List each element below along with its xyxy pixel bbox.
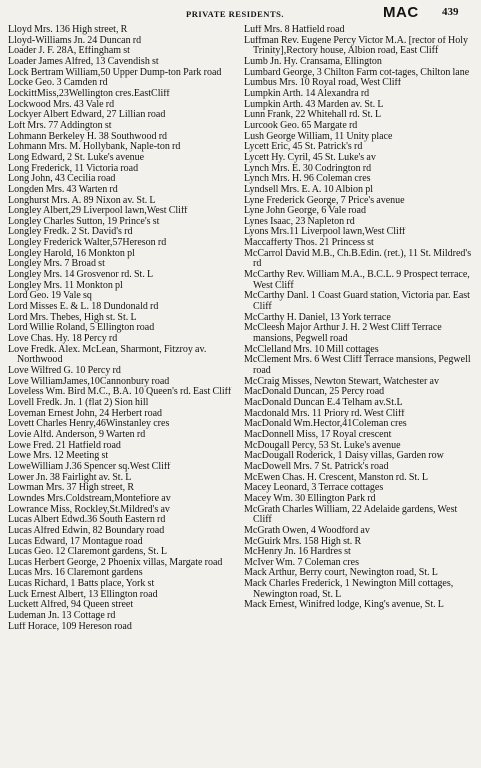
directory-entry: Locke Geo. 3 Camden rd	[8, 78, 108, 89]
directory-entry: Lunn Frank, 22 Whitehall rd. St. L	[244, 110, 382, 121]
directory-entry: Ludeman Jn. 13 Cottage rd	[8, 611, 116, 622]
directory-entry: Lynch Mrs. E. 30 Codrington rd	[244, 163, 372, 174]
directory-entry: Love Chas. Hy. 18 Percy rd	[8, 334, 118, 345]
directory-entry: Lord Misses E. & L. 18 Dundonald rd	[8, 302, 159, 313]
directory-entry: Longley Charles Sutton, 19 Prince's st	[8, 216, 160, 227]
directory-entry: Lyndsell Mrs. E. A. 10 Albion pl	[244, 184, 374, 195]
directory-entry: McClement Mrs. 6 West Cliff Terrace mansions, Pegwell road	[244, 355, 471, 376]
directory-entry: Lyons Mrs.11 Liverpool lawn,West Cliff	[244, 227, 406, 238]
directory-entry: Lumpkin Arth. 43 Marden av. St. L	[244, 99, 384, 110]
directory-entry: Lowndes Mrs.Coldstream,Montefiore av	[8, 493, 171, 504]
directory-entry: Longley Mrs. 11 Monkton pl	[8, 280, 123, 291]
directory-entry: Lumpkin Arth. 14 Alexandra rd	[244, 88, 370, 99]
directory-entry: Maccafferty Thos. 21 Princess st	[244, 238, 374, 249]
directory-entry: Lloyd Mrs. 136 High street, R	[8, 25, 128, 35]
directory-entry: Lyne Frederick George, 7 Price's avenue	[244, 195, 405, 206]
directory-entry: Long John, 43 Cecilia road	[8, 174, 116, 185]
directory-entry: Lockwood Mrs. 43 Vale rd	[8, 99, 115, 110]
directory-entry: Lowe Fred. 21 Hatfield road	[8, 440, 121, 451]
directory-entry: Lockyer Albert Edward, 27 Lillian road	[8, 110, 166, 121]
directory-entry: Longley Albert,29 Liverpool lawn,West Cliff	[8, 206, 188, 217]
directory-entry: Loader James Alfred, 13 Cavendish st	[8, 56, 159, 67]
directory-entry: Mack Charles Frederick, 1 Newington Mill cottages, Newington road, St. L	[244, 579, 454, 600]
directory-entry: Mack Ernest, Winifred lodge, King's avenue, St. L	[244, 600, 444, 611]
directory-entry: MacDougall Roderick, 1 Daisy villas, Garden row	[244, 451, 444, 462]
directory-entry: McGrath Charles William, 22 Adelaide gardens, West Cliff	[244, 504, 458, 526]
directory-entry: Lycett Hy. Cyril, 45 St. Luke's av	[244, 152, 376, 163]
directory-entry: Longley Harold, 16 Monkton pl	[8, 248, 135, 259]
guide-letters: MAC	[383, 4, 419, 21]
directory-entry: Longhurst Mrs. A. 89 Nixon av. St. L	[8, 195, 156, 206]
directory-entry: Lurcook Geo. 65 Margate rd	[244, 120, 358, 131]
directory-entry: Lowrance Miss, Rockley,St.Mildred's av	[8, 504, 170, 515]
directory-entry: Love WilliamJames,10Cannonbury road	[8, 376, 170, 387]
directory-entry: McCarthy Rev. William M.A., B.C.L. 9 Prospect terrace, West Cliff	[244, 270, 470, 291]
directory-entry: Luffman Rev. Eugene Percy Victor M.A. [rector of Holy Trinity],Rectory house, Albion road, East Cliff	[244, 35, 468, 57]
directory-entry: Lumb Jn. Hy. Cransama, Ellington	[244, 56, 382, 67]
directory-entry: Lovett Charles Henry,46Winstanley cres	[8, 419, 170, 430]
directory-entry: Lucas Geo. 12 Claremont gardens, St. L	[8, 547, 167, 558]
directory-entry: Macey Leonard, 3 Terrace cottages	[244, 483, 384, 494]
directory-entry: Loveman Ernest John, 24 Herbert road	[8, 408, 163, 419]
directory-entry: Lord Mrs. Thebes, High st. St. L	[8, 312, 137, 323]
directory-entry: Love Wilfred G. 10 Percy rd	[8, 366, 121, 376]
directory-entry: McHenry Jn. 16 Hardres st	[244, 547, 351, 558]
directory-entry: LoweWilliam J.36 Spencer sq.West Cliff	[8, 461, 171, 472]
directory-entry: Lucas Mrs. 16 Claremont gardens	[8, 568, 143, 579]
directory-entry: Lynch Mrs. H. 96 Coleman cres	[244, 174, 371, 185]
directory-entry: McCarthy H. Daniel, 13 York terrace	[244, 312, 391, 323]
directory-entry: Loveless Wm. Bird M.C., B.A. 10 Queen's rd. East Cliff	[8, 387, 232, 398]
directory-entry: Lumbus Mrs. 10 Royal road, West Cliff	[244, 78, 402, 89]
directory-entry: McGuirk Mrs. 158 High st. R	[244, 536, 362, 547]
directory-entry: Loader J. F. 28A, Effingham st	[8, 46, 130, 57]
directory-entry: McGrath Owen, 4 Woodford av	[244, 525, 370, 536]
directory-entry: Lord Geo. 19 Vale sq	[8, 291, 92, 302]
directory-entry: LockittMiss,23Wellington cres.EastCliff	[8, 88, 170, 99]
directory-entry: McIver Wm. 7 Coleman cres	[244, 557, 359, 568]
directory-entry: McCarthy Danl. 1 Coast Guard station, Victoria par. East Cliff	[244, 291, 470, 313]
directory-entry: Lowman Mrs. 37 High street, R	[8, 483, 134, 494]
directory-entry: Lucas Alfred Edwin, 82 Boundary road	[8, 525, 165, 536]
directory-entry: Lock Bertram William,50 Upper Dump-ton Park road	[8, 67, 222, 78]
directory-entry: Long Frederick, 11 Victoria road	[8, 163, 139, 174]
directory-entry: Lohmann Berkeley H. 38 Southwood rd	[8, 131, 168, 142]
directory-entry: McDougall Percy, 53 St. Luke's avenue	[244, 440, 401, 451]
directory-entry: MacDowell Mrs. 7 St. Patrick's road	[244, 461, 389, 472]
directory-entry: Lynes Isaac, 23 Napleton rd	[244, 216, 355, 227]
directory-entry: Luck Ernest Albert, 13 Ellington road	[8, 589, 158, 600]
directory-entry: MacDonnell Miss, 17 Royal crescent	[244, 429, 392, 440]
directory-entry: Lord Willie Roland, 5 Ellington road	[8, 323, 155, 334]
directory-entry: Lohmann Mrs. M. Hollybank, Naple-ton rd	[8, 142, 181, 153]
directory-entry: Longley Frederick Walter,57Hereson rd	[8, 238, 167, 249]
directory-entry: McCraig Misses, Newton Stewart, Watchester av	[244, 376, 439, 387]
page-number: 439	[442, 6, 459, 18]
left-column-directory-list	[8, 25, 242, 632]
directory-entry: Longley Mrs. 14 Grosvenor rd. St. L	[8, 270, 154, 281]
directory-entry: Lucas Richard, 1 Batts place, York st	[8, 579, 155, 590]
section-heading: PRIVATE RESIDENTS.	[186, 9, 284, 19]
directory-entry: Lower Jn. 38 Fairlight av. St. L	[8, 472, 132, 483]
directory-entry: Lovie Alfd. Anderson, 9 Warten rd	[8, 429, 146, 440]
directory-entry: Longley Fredk. 2 St. David's rd	[8, 227, 133, 238]
directory-entry: McClelland Mrs. 10 Mill cottages	[244, 344, 379, 355]
directory-entry: McEwen Chas. H. Crescent, Manston rd. St. L	[244, 472, 428, 483]
directory-entry: Lloyd-Williams Jn. 24 Duncan rd	[8, 35, 142, 46]
directory-entry: Lyne John George, 6 Vale road	[244, 206, 366, 217]
directory-entry: Love Fredk. Alex. McLean, Sharmont, Fitzroy av. Northwood	[8, 344, 207, 366]
directory-entry: McCleesh Major Arthur J. H. 2 West Cliff Terrace mansions, Pegwell road	[244, 323, 442, 345]
directory-entry: MacDonald Duncan, 25 Percy road	[244, 387, 385, 398]
directory-entry: Lucas Albert Edwd.36 South Eastern rd	[8, 515, 166, 526]
directory-entry: Lush George William, 11 Unity place	[244, 131, 393, 142]
directory-entry: MacDonald Duncan E.4 Telham av.St.L	[244, 397, 403, 408]
directory-entry: Macdonald Mrs. 11 Priory rd. West Cliff	[244, 408, 405, 419]
directory-entry: Lycett Eric, 45 St. Patrick's rd	[244, 142, 363, 153]
directory-entry: MacDonald Wm.Hector,41Coleman cres	[244, 419, 407, 430]
directory-entry: Lucas Herbert George, 2 Phoenix villas, Margate road	[8, 557, 223, 568]
directory-entry: Luckett Alfred, 94 Queen street	[8, 600, 134, 611]
directory-entry: Lucas Edward, 17 Montague road	[8, 536, 143, 547]
directory-entry: Luff Mrs. 8 Hatfield road	[244, 25, 345, 35]
directory-entry: Mack Arthur, Berry court, Newington road, St. L	[244, 568, 438, 579]
directory-entry: Lumbard George, 3 Chilton Farm cot-tages, Chilton lane	[244, 67, 470, 78]
page-header	[0, 0, 481, 26]
directory-entry: Loft Mrs. 77 Addington st	[8, 120, 112, 131]
directory-entry: Lowe Mrs. 12 Meeting st	[8, 451, 109, 462]
directory-entry: Longden Mrs. 43 Warten rd	[8, 184, 118, 195]
directory-entry: Longley Mrs. 7 Broad st	[8, 259, 105, 270]
directory-entry: McCarrol David M.B., Ch.B.Edin. (ret.), 11 St. Mildred's rd	[244, 248, 472, 270]
directory-entry: Luff Horace, 109 Hereson road	[8, 621, 132, 632]
right-column-directory-list	[244, 25, 476, 611]
directory-entry: Long Edward, 2 St. Luke's avenue	[8, 152, 145, 163]
directory-entry: Macey Wm. 30 Ellington Park rd	[244, 493, 376, 504]
directory-entry: Lovell Fredk. Jn. 1 (flat 2) Sion hill	[8, 397, 149, 408]
